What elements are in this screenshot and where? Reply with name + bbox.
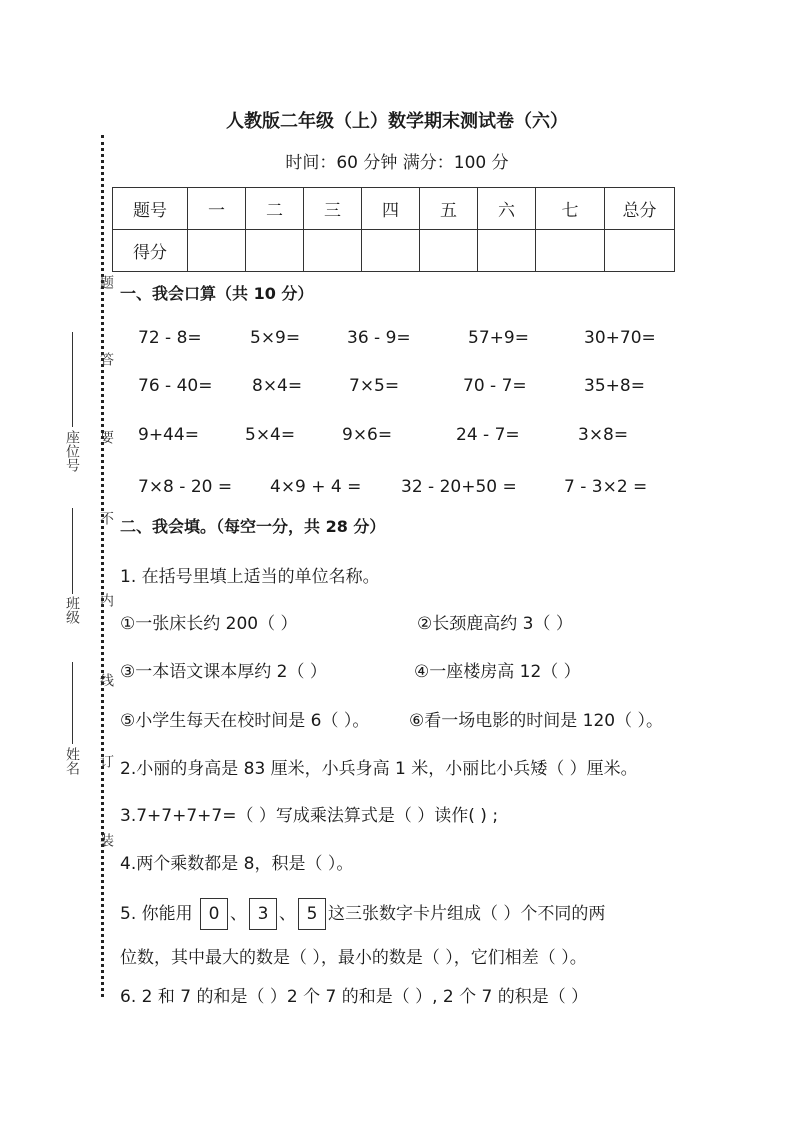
mental-math-item: 70 - 7= [463, 376, 527, 396]
mental-math-item: 30+70= [584, 328, 656, 348]
score-header-cell: 题号 [113, 188, 188, 230]
mental-math-item: 35+8= [584, 376, 645, 396]
question-1-item: ②长颈鹿高约 3（ ） [417, 614, 573, 634]
mental-math-item: 57+9= [468, 328, 529, 348]
question-1-item: ⑤小学生每天在校时间是 6（ ）。 [120, 711, 370, 731]
seat-number-blank[interactable] [72, 332, 73, 427]
mental-math-item: 5×4= [245, 425, 296, 445]
question-3: 3.7+7+7+7=（ ）写成乘法算式是（ ）读作( ) ; [120, 806, 499, 826]
score-header-cell: 二 [246, 188, 304, 230]
mental-math-item: 9×6= [342, 425, 393, 445]
section1-heading: 一、我会口算（共 10 分） [120, 284, 314, 303]
question-4: 4.两个乘数都是 8，积是（ ）。 [120, 854, 354, 874]
score-cell[interactable] [420, 230, 478, 272]
question-5-end: 这三张数字卡片组成（ ）个不同的两 [328, 904, 606, 924]
digit-card: 0 [200, 898, 228, 930]
binding-dotted-line [101, 135, 104, 997]
mental-math-item: 7×8 - 20 = [138, 477, 233, 497]
score-header-cell: 四 [362, 188, 420, 230]
digit-card: 5 [298, 898, 326, 930]
card-separator: 、 [230, 904, 248, 924]
score-table-header-row [113, 188, 675, 230]
score-table-score-row [113, 230, 675, 272]
score-cell[interactable] [304, 230, 362, 272]
score-cell[interactable] [478, 230, 536, 272]
margin-char-ti: 题 [98, 275, 114, 289]
question-6: 6. 2 和 7 的和是（ ）2 个 7 的和是（ ）, 2 个 7 的积是（ ） [120, 987, 589, 1007]
mental-math-item: 76 - 40= [138, 376, 213, 396]
score-cell[interactable] [605, 230, 675, 272]
question-2: 2.小丽的身高是 83 厘米，小兵身高 1 米，小丽比小兵矮（ ）厘米。 [120, 759, 638, 779]
margin-char-zhuang: 装 [98, 833, 114, 847]
mental-math-item: 36 - 9= [347, 328, 411, 348]
question-1-item: ③一本语文课本厚约 2（ ） [120, 662, 327, 682]
mental-math-item: 9+44= [138, 425, 199, 445]
score-cell[interactable] [536, 230, 605, 272]
card-separator: 、 [279, 904, 297, 924]
exam-title: 人教版二年级（上）数学期末测试卷（六） [226, 111, 568, 132]
score-header-cell: 七 [536, 188, 605, 230]
mental-math-item: 32 - 20+50 = [401, 477, 517, 497]
seat-number-label: 座位号 [64, 430, 80, 472]
question-1-item: ④一座楼房高 12（ ） [414, 662, 581, 682]
margin-char-yao: 要 [98, 430, 114, 444]
question-5-line1 [120, 898, 605, 930]
question-1-item: ⑥看一场电影的时间是 120（ ）。 [409, 711, 663, 731]
score-cell[interactable] [188, 230, 246, 272]
score-header-cell: 一 [188, 188, 246, 230]
score-row-label: 得分 [113, 230, 188, 272]
mental-math-item: 8×4= [252, 376, 303, 396]
question-1-item: ①一张床长约 200（ ） [120, 614, 298, 634]
score-header-cell: 六 [478, 188, 536, 230]
score-cell[interactable] [362, 230, 420, 272]
margin-char-ding: 订 [98, 754, 114, 768]
margin-char-bu: 不 [98, 511, 114, 525]
score-header-cell: 总分 [605, 188, 675, 230]
mental-math-item: 24 - 7= [456, 425, 520, 445]
class-blank[interactable] [72, 508, 73, 594]
mental-math-item: 3×8= [578, 425, 629, 445]
margin-char-da: 答 [98, 352, 114, 366]
mental-math-item: 7 - 3×2 = [564, 477, 648, 497]
mental-math-item: 5×9= [250, 328, 301, 348]
question-5-start: 5. 你能用 [120, 904, 193, 924]
score-cell[interactable] [246, 230, 304, 272]
margin-char-xian: 线 [98, 673, 114, 687]
class-label: 班级 [64, 596, 80, 624]
score-table [112, 187, 675, 272]
mental-math-item: 72 - 8= [138, 328, 202, 348]
score-header-cell: 五 [420, 188, 478, 230]
name-label: 姓名 [64, 747, 80, 775]
mental-math-item: 4×9 + 4 = [270, 477, 362, 497]
digit-card: 3 [249, 898, 277, 930]
section2-heading: 二、我会填。（每空一分，共 28 分） [120, 517, 386, 536]
question-1: 1. 在括号里填上适当的单位名称。 [120, 567, 380, 587]
exam-time-info: 时间：60 分钟 满分：100 分 [285, 153, 509, 173]
question-5-line2: 位数，其中最大的数是（ ），最小的数是（ ），它们相差（ ）。 [120, 948, 587, 968]
score-header-cell: 三 [304, 188, 362, 230]
margin-char-nei: 内 [98, 593, 114, 607]
name-blank[interactable] [72, 662, 73, 744]
mental-math-item: 7×5= [349, 376, 400, 396]
